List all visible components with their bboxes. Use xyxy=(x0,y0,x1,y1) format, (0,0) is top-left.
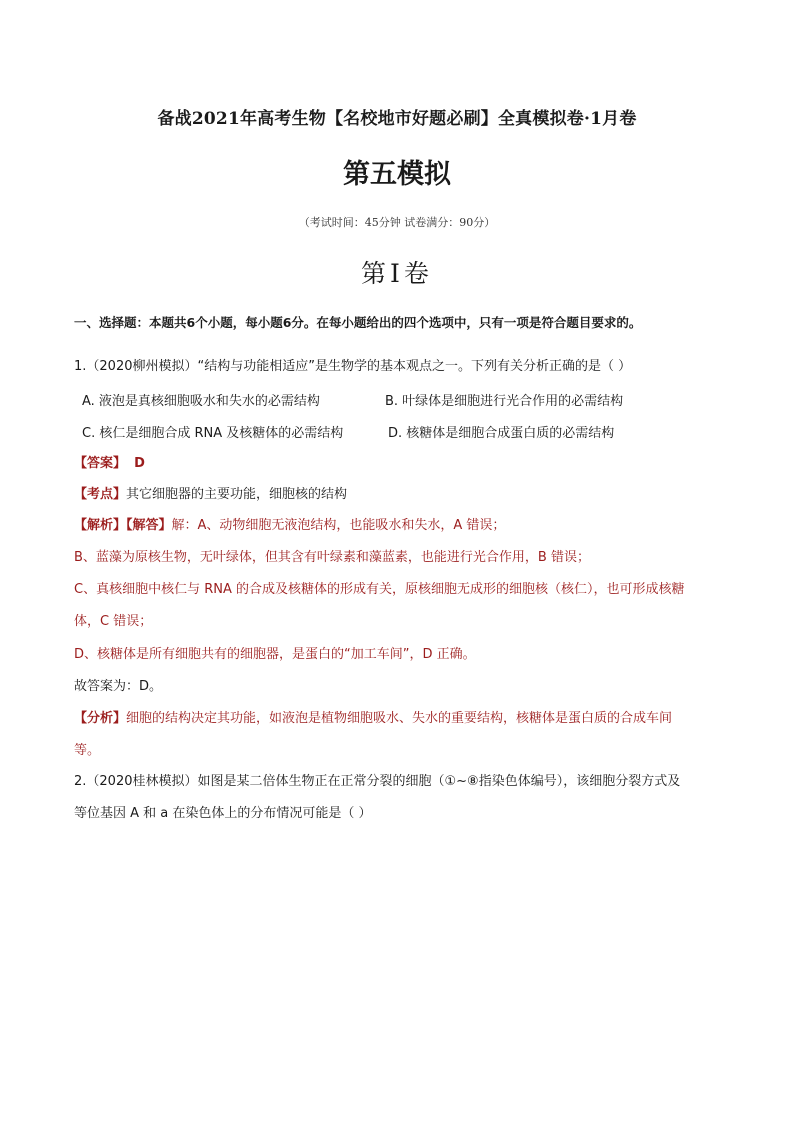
q2-stem-line-1: 2.（2020桂林模拟）如图是某二倍体生物正在正常分裂的细胞（①~⑧指染色体编号），该细胞分裂方式及 xyxy=(74,774,681,789)
q1-remark-line-2: 等。 xyxy=(74,743,101,758)
q1-analysis-line-1 xyxy=(74,516,734,536)
answer-label: 【答案】 xyxy=(74,456,127,471)
exam-meta: （考试时间：45分钟 试卷满分：90分） xyxy=(298,216,496,229)
q1-point xyxy=(74,485,734,505)
remark-label: 【分析】 xyxy=(74,711,127,726)
point-text: 其它细胞器的主要功能，细胞核的结构 xyxy=(126,487,348,502)
analysis-label: 【解析】【解答】 xyxy=(74,518,172,533)
q1-option-d: D. 核糖体是细胞合成蛋白质的必需结构 xyxy=(388,426,615,441)
point-label: 【考点】 xyxy=(74,487,127,502)
q1-analysis-line-2: B、蓝藻为原核生物，无叶绿体，但其含有叶绿素和藻蓝素，也能进行光合作用，B 错误； xyxy=(74,550,590,565)
q1-stem: 1.（2020柳州模拟）“结构与功能相适应”是生物学的基本观点之一。下列有关分析正确的是（ ） xyxy=(74,359,632,374)
q1-option-b: B. 叶绿体是细胞进行光合作用的必需结构 xyxy=(385,394,624,409)
exam-subtitle: 第五模拟 xyxy=(343,159,451,190)
answer-value: D xyxy=(134,456,145,471)
volume-heading: 第Ⅰ卷 xyxy=(361,259,433,288)
q1-analysis-line-3: C、真核细胞中核仁与 RNA 的合成及核糖体的形成有关，原核细胞无成形的细胞核（核仁），也可形成核糖 xyxy=(74,582,685,597)
section-instruction: 一、选择题：本题共6个小题，每小题6分。在每小题给出的四个选项中，只有一项是符合题目要求的。 xyxy=(74,315,642,330)
remark-text: 细胞的结构决定其功能，如液泡是植物细胞吸水、失水的重要结构，核糖体是蛋白质的合成车间 xyxy=(126,711,673,726)
exam-title: 备战2021年高考生物【名校地市好题必刷】全真模拟卷·1月卷 xyxy=(157,109,637,129)
analysis-text: 解：A、动物细胞无液泡结构，也能吸水和失水，A 错误； xyxy=(171,518,506,533)
q1-remark-line-1 xyxy=(74,709,734,729)
q1-option-a: A. 液泡是真核细胞吸水和失水的必需结构 xyxy=(82,394,320,409)
q1-conclusion: 故答案为：D。 xyxy=(74,679,163,694)
q2-stem-line-2: 等位基因 A 和 a 在染色体上的分布情况可能是（ ） xyxy=(74,806,372,821)
q1-answer xyxy=(74,454,734,474)
q1-analysis-line-5: D、核糖体是所有细胞共有的细胞器，是蛋白的“加工车间”，D 正确。 xyxy=(74,647,476,662)
q1-option-c: C. 核仁是细胞合成 RNA 及核糖体的必需结构 xyxy=(82,426,344,441)
q1-analysis-line-4: 体，C 错误； xyxy=(74,614,153,629)
